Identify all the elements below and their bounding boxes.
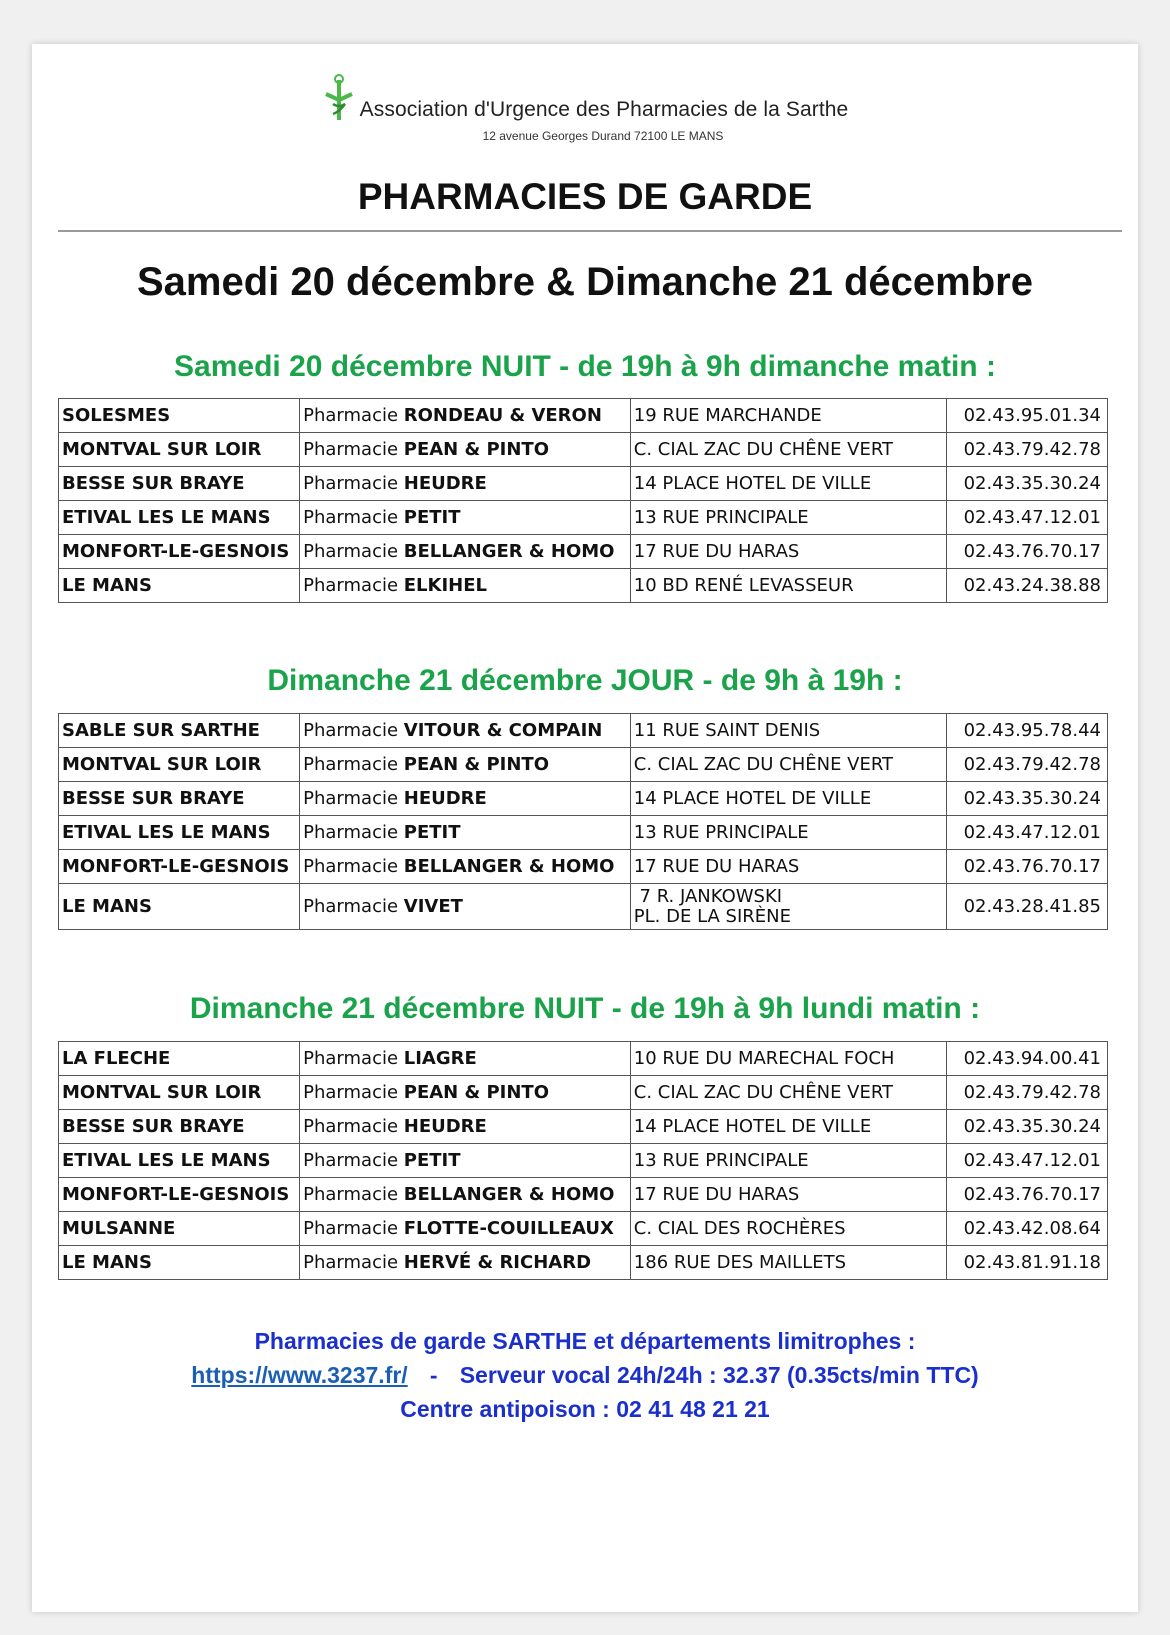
address-cell [630, 1110, 946, 1144]
address-cell [630, 782, 946, 816]
pharmacy-name: BELLANGER & HOMO [403, 540, 615, 562]
address-line: 14 PLACE HOTEL DE VILLE [633, 472, 872, 494]
city-cell: BESSE SUR BRAYE [59, 1110, 300, 1144]
pharmacy-prefix: Pharmacie [303, 1217, 404, 1239]
pharmacy-name: ELKIHEL [403, 574, 488, 596]
table-row [59, 501, 1108, 535]
city-cell: LE MANS [59, 884, 300, 930]
pharmacy-prefix: Pharmacie [303, 719, 404, 741]
phone-cell: 02.43.79.42.78 [947, 1076, 1108, 1110]
pharmacy-cell [300, 1246, 631, 1280]
city-cell: BESSE SUR BRAYE [59, 467, 300, 501]
caduceus-icon [322, 74, 356, 122]
table-row [59, 1246, 1108, 1280]
vocal-server-text: Serveur vocal 24h/24h : 32.37 (0.35cts/min TTC) [459, 1362, 979, 1388]
address-cell [630, 884, 946, 930]
table-row [59, 1042, 1108, 1076]
phone-cell: 02.43.47.12.01 [947, 1144, 1108, 1178]
pharmacy-prefix: Pharmacie [303, 404, 404, 426]
city-cell: MULSANNE [59, 1212, 300, 1246]
pharmacy-cell [300, 1212, 631, 1246]
table-row [59, 1212, 1108, 1246]
address-cell [630, 1076, 946, 1110]
pharmacy-name: FLOTTE-COUILLEAUX [403, 1217, 614, 1239]
pharmacy-name: VIVET [403, 895, 463, 917]
address-line: C. CIAL ZAC DU CHÊNE VERT [633, 438, 894, 460]
address-cell [630, 569, 946, 603]
association-line [322, 74, 849, 122]
address-line: 186 RUE DES MAILLETS [633, 1251, 847, 1273]
pharmacy-prefix: Pharmacie [303, 1149, 404, 1171]
association-name: Association d'Urgence des Pharmacies de la Sarthe [359, 98, 849, 121]
address-cell [630, 1144, 946, 1178]
address-line: 13 RUE PRINCIPALE [633, 1149, 809, 1171]
address-cell [630, 467, 946, 501]
pharmacy-cell [300, 748, 631, 782]
pharmacy-prefix: Pharmacie [303, 753, 404, 775]
address-line: C. CIAL ZAC DU CHÊNE VERT [633, 1081, 894, 1103]
pharmacy-prefix: Pharmacie [303, 1115, 404, 1137]
address-cell [630, 1042, 946, 1076]
table-row [59, 748, 1108, 782]
address-cell [630, 399, 946, 433]
pharmacy-prefix: Pharmacie [303, 821, 404, 843]
date-range-heading: Samedi 20 décembre & Dimanche 21 décembre [137, 260, 1033, 304]
city-cell: ETIVAL LES LE MANS [59, 816, 300, 850]
city-cell: LA FLECHE [59, 1042, 300, 1076]
table-row [59, 535, 1108, 569]
pharmacy-name: PEAN & PINTO [403, 753, 550, 775]
table-row [59, 884, 1108, 930]
pharmacy-cell [300, 850, 631, 884]
phone-cell: 02.43.47.12.01 [947, 816, 1108, 850]
pharmacy-prefix: Pharmacie [303, 506, 404, 528]
address-line: 19 RUE MARCHANDE [633, 404, 822, 426]
pharmacy-prefix: Pharmacie [303, 787, 404, 809]
address-cell [630, 850, 946, 884]
city-cell: BESSE SUR BRAYE [59, 782, 300, 816]
phone-cell: 02.43.95.78.44 [947, 714, 1108, 748]
footer-line-links [32, 1362, 1138, 1389]
pharmacy-prefix: Pharmacie [303, 574, 404, 596]
phone-cell: 02.43.42.08.64 [947, 1212, 1108, 1246]
address-cell [630, 714, 946, 748]
footer-line-departments: Pharmacies de garde SARTHE et départements limitrophes : [254, 1328, 916, 1354]
pharmacy-prefix: Pharmacie [303, 895, 404, 917]
pharmacy-cell [300, 714, 631, 748]
phone-cell: 02.43.76.70.17 [947, 1178, 1108, 1212]
address-cell [630, 535, 946, 569]
city-cell: SABLE SUR SARTHE [59, 714, 300, 748]
address-cell [630, 1246, 946, 1280]
address-cell [630, 501, 946, 535]
pharmacy-prefix: Pharmacie [303, 540, 404, 562]
address-cell [630, 748, 946, 782]
table-row [59, 399, 1108, 433]
city-cell: MONFORT-LE-GESNOIS [59, 535, 300, 569]
pharmacy-prefix: Pharmacie [303, 438, 404, 460]
city-cell: ETIVAL LES LE MANS [59, 501, 300, 535]
phone-cell: 02.43.28.41.85 [947, 884, 1108, 930]
city-cell: LE MANS [59, 1246, 300, 1280]
address-line: 11 RUE SAINT DENIS [633, 719, 821, 741]
table-row [59, 714, 1108, 748]
pharmacy-table-sunday-day [58, 713, 1108, 930]
pharmacy-cell [300, 884, 631, 930]
table-row [59, 433, 1108, 467]
address-line: 13 RUE PRINCIPALE [633, 821, 809, 843]
table-row [59, 569, 1108, 603]
address-line: C. CIAL ZAC DU CHÊNE VERT [633, 753, 894, 775]
section-heading-sunday-day: Dimanche 21 décembre JOUR - de 9h à 19h : [267, 664, 903, 697]
pharmacy-name: PEAN & PINTO [403, 438, 550, 460]
section-heading-sunday-night: Dimanche 21 décembre NUIT - de 19h à 9h lundi matin : [189, 992, 981, 1025]
address-line: 17 RUE DU HARAS [633, 855, 800, 877]
phone-cell: 02.43.76.70.17 [947, 850, 1108, 884]
city-cell: MONFORT-LE-GESNOIS [59, 850, 300, 884]
phone-cell: 02.43.35.30.24 [947, 1110, 1108, 1144]
table-row [59, 850, 1108, 884]
pharmacy-name: HEUDRE [403, 472, 487, 494]
address-line: C. CIAL DES ROCHÈRES [633, 1217, 846, 1239]
pharmacy-name: RONDEAU & VERON [403, 404, 602, 426]
address-line: 10 RUE DU MARECHAL FOCH [633, 1047, 895, 1069]
city-cell: LE MANS [59, 569, 300, 603]
address-line: 7 R. JANKOWSKI [633, 885, 783, 907]
city-cell: MONTVAL SUR LOIR [59, 433, 300, 467]
address-line: 10 BD RENÉ LEVASSEUR [633, 574, 854, 596]
pharmacy-prefix: Pharmacie [303, 855, 404, 877]
address-line: PL. DE LA SIRÈNE [633, 905, 792, 927]
address-line: 14 PLACE HOTEL DE VILLE [633, 787, 872, 809]
title-divider [58, 230, 1122, 232]
pharmacy-cell [300, 1144, 631, 1178]
pharmacy-cell [300, 399, 631, 433]
address-cell [630, 1212, 946, 1246]
address-cell [630, 816, 946, 850]
city-cell: ETIVAL LES LE MANS [59, 1144, 300, 1178]
pharmacy-name: HEUDRE [403, 1115, 487, 1137]
table-row [59, 1076, 1108, 1110]
table-row [59, 1144, 1108, 1178]
footer-separator: - [429, 1362, 438, 1388]
pharmacy-cell [300, 1110, 631, 1144]
section-heading-saturday-night: Samedi 20 décembre NUIT - de 19h à 9h dimanche matin : [174, 350, 996, 383]
phone-cell: 02.43.47.12.01 [947, 501, 1108, 535]
table-row [59, 782, 1108, 816]
pharmacy-cell [300, 569, 631, 603]
document-page [32, 44, 1138, 1612]
pharmacy-table-saturday-night [58, 398, 1108, 603]
phone-cell: 02.43.76.70.17 [947, 535, 1108, 569]
pharmacy-prefix: Pharmacie [303, 472, 404, 494]
pharmacy-cell [300, 1178, 631, 1212]
association-header [32, 74, 1138, 143]
city-cell: MONTVAL SUR LOIR [59, 1076, 300, 1110]
address-line: 14 PLACE HOTEL DE VILLE [633, 1115, 872, 1137]
phone-cell: 02.43.79.42.78 [947, 433, 1108, 467]
phone-cell: 02.43.94.00.41 [947, 1042, 1108, 1076]
pharmacy-name: BELLANGER & HOMO [403, 855, 615, 877]
pharmacy-name: BELLANGER & HOMO [403, 1183, 615, 1205]
address-line: 13 RUE PRINCIPALE [633, 506, 809, 528]
pharmacy-table-sunday-night [58, 1041, 1108, 1280]
address-cell [630, 1178, 946, 1212]
table-row [59, 1178, 1108, 1212]
phone-cell: 02.43.81.91.18 [947, 1246, 1108, 1280]
table-row [59, 467, 1108, 501]
pharmacy-name: HEUDRE [403, 787, 487, 809]
city-cell: MONTVAL SUR LOIR [59, 748, 300, 782]
footer-line-antipoison: Centre antipoison : 02 41 48 21 21 [400, 1396, 770, 1422]
city-cell: SOLESMES [59, 399, 300, 433]
pharmacy-cell [300, 433, 631, 467]
pharmacy-name: PEAN & PINTO [403, 1081, 550, 1103]
pharmacy-cell [300, 1076, 631, 1110]
pharmacy-prefix: Pharmacie [303, 1047, 404, 1069]
table-row [59, 816, 1108, 850]
pharmacy-cell [300, 782, 631, 816]
city-cell: MONFORT-LE-GESNOIS [59, 1178, 300, 1212]
association-address: 12 avenue Georges Durand 72100 LE MANS [482, 129, 724, 143]
pharmacy-name: PETIT [403, 821, 461, 843]
pharmacy-cell [300, 535, 631, 569]
pharmacy-cell [300, 501, 631, 535]
phone-cell: 02.43.35.30.24 [947, 467, 1108, 501]
phone-cell: 02.43.35.30.24 [947, 782, 1108, 816]
pharmacy-cell [300, 816, 631, 850]
pharmacy-name: HERVÉ & RICHARD [403, 1251, 592, 1273]
phone-cell: 02.43.79.42.78 [947, 748, 1108, 782]
pharmacy-prefix: Pharmacie [303, 1081, 404, 1103]
address-line: 17 RUE DU HARAS [633, 1183, 800, 1205]
pharmacy-name: LIAGRE [403, 1047, 477, 1069]
address-cell [630, 433, 946, 467]
phone-cell: 02.43.95.01.34 [947, 399, 1108, 433]
pharmacy-name: PETIT [403, 506, 461, 528]
pharmacy-name: PETIT [403, 1149, 461, 1171]
website-link[interactable]: https://www.3237.fr/ [191, 1362, 408, 1388]
pharmacy-cell [300, 1042, 631, 1076]
pharmacy-prefix: Pharmacie [303, 1251, 404, 1273]
page-title: PHARMACIES DE GARDE [357, 176, 813, 217]
address-line: 17 RUE DU HARAS [633, 540, 800, 562]
pharmacy-name: VITOUR & COMPAIN [403, 719, 603, 741]
table-row [59, 1110, 1108, 1144]
pharmacy-prefix: Pharmacie [303, 1183, 404, 1205]
pharmacy-cell [300, 467, 631, 501]
phone-cell: 02.43.24.38.88 [947, 569, 1108, 603]
